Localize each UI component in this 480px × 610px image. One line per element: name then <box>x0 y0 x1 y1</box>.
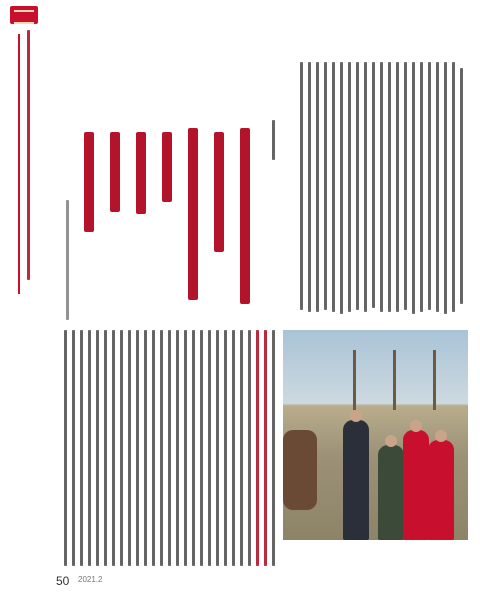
issue-label: 2021.2 <box>78 575 103 584</box>
text-column <box>120 330 123 566</box>
person-figure <box>403 430 429 540</box>
text-column <box>412 62 415 314</box>
text-column <box>224 330 227 566</box>
text-column <box>388 62 391 312</box>
text-column <box>356 62 359 310</box>
text-column <box>240 330 243 566</box>
horse-figure <box>283 430 317 510</box>
text-column <box>208 330 211 566</box>
section-tag-badge <box>10 6 38 24</box>
text-column <box>248 330 251 566</box>
text-column <box>332 62 335 312</box>
text-column <box>404 62 407 310</box>
title-column <box>240 128 250 304</box>
text-column <box>128 330 131 566</box>
section-caption-column <box>27 30 30 280</box>
text-column <box>436 62 439 312</box>
text-column <box>272 330 275 566</box>
text-column <box>136 330 139 566</box>
text-column <box>64 330 67 566</box>
text-column <box>428 62 431 310</box>
text-column <box>168 330 171 566</box>
text-column <box>216 330 219 566</box>
title-column <box>162 132 172 202</box>
text-column <box>308 62 311 312</box>
title-column <box>136 132 146 214</box>
text-column <box>200 330 203 566</box>
article-abstract <box>66 200 69 320</box>
person-figure <box>378 445 404 540</box>
title-column <box>188 128 198 300</box>
text-column-highlight <box>256 330 259 566</box>
text-column <box>88 330 91 566</box>
text-column <box>452 62 455 312</box>
text-column <box>372 62 375 308</box>
text-column <box>184 330 187 566</box>
title-column <box>84 132 94 232</box>
text-column <box>444 62 447 314</box>
text-column <box>420 62 423 312</box>
text-column <box>364 62 367 312</box>
text-column <box>324 62 327 310</box>
text-column <box>144 330 147 566</box>
text-column <box>152 330 155 566</box>
text-column <box>176 330 179 566</box>
text-column <box>380 62 383 312</box>
title-column <box>110 132 120 212</box>
text-column <box>72 330 75 566</box>
text-column <box>192 330 195 566</box>
section-red-rule <box>18 34 20 294</box>
text-column-highlight <box>264 330 267 566</box>
article-photo <box>283 330 468 540</box>
text-column <box>396 62 399 312</box>
text-column <box>80 330 83 566</box>
title-column <box>214 132 224 252</box>
text-column <box>96 330 99 566</box>
person-figure <box>343 420 369 540</box>
person-figure <box>428 440 454 540</box>
text-column <box>460 68 463 304</box>
text-column <box>348 62 351 312</box>
page-number: 50 <box>56 574 70 588</box>
text-column <box>340 62 343 314</box>
text-column <box>232 330 235 566</box>
text-column <box>300 62 303 310</box>
author-byline <box>272 120 275 160</box>
text-column <box>104 330 107 566</box>
text-column <box>112 330 115 566</box>
text-column <box>316 62 319 312</box>
text-column <box>160 330 163 566</box>
